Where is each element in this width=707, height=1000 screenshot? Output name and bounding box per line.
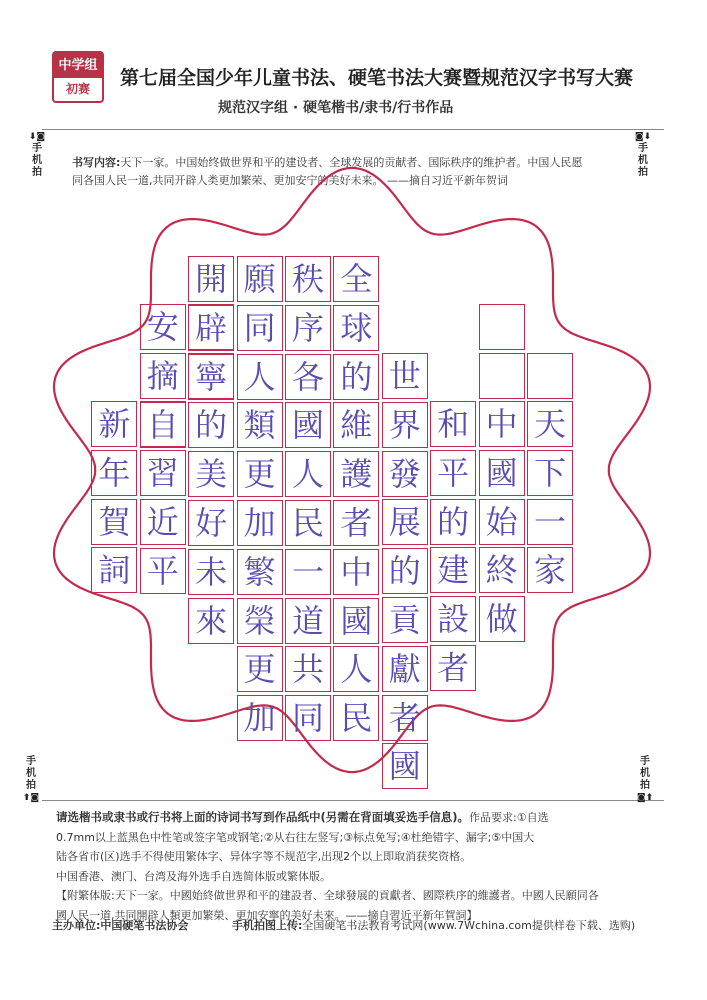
- grid-cell: 獻: [382, 646, 428, 692]
- download-camera-icon: ⬇◙: [28, 132, 46, 142]
- grid-cell: 家: [527, 547, 573, 593]
- grid-cell-empty: [188, 304, 234, 350]
- grid-cell: 的: [382, 548, 428, 594]
- grid-cell: 貢: [382, 597, 428, 643]
- photo-mark-label: 手机拍: [640, 756, 650, 791]
- grid-cell: 近: [140, 499, 186, 545]
- grid-cell: 國: [285, 402, 331, 448]
- grid-cell: 下: [527, 450, 573, 496]
- grid-cell: 和: [430, 401, 476, 447]
- grid-cell: 國: [479, 450, 525, 496]
- grid-cell: 更: [237, 451, 283, 497]
- grid-cell: 建: [430, 547, 476, 593]
- badge-group-label: 中学组: [54, 53, 102, 78]
- grid-cell: 加: [237, 500, 283, 546]
- grid-cell: 一: [527, 499, 573, 545]
- grid-cell: 願: [237, 256, 283, 302]
- upload-label: 手机拍图上传:: [232, 919, 303, 932]
- grid-cell: 繁: [237, 549, 283, 595]
- grid-cell: 人: [333, 646, 379, 692]
- grid-cell-empty: [479, 353, 525, 399]
- requirements-line4: 中国香港、澳门、台湾及海外选手自选简体版或繁体版。: [56, 869, 331, 883]
- grid-cell: 年: [91, 450, 137, 496]
- requirements-line6: 國人民一道,共同開辟人類更加繁榮、更加安寧的美好未來。——摘自習近平新年賀詞】: [56, 908, 478, 922]
- requirements-line5: 【附繁体版:天下一家。中國始終做世界和平的建設者、全球發展的貢獻者、國際秩序的維護者。中國人民願同各: [56, 889, 599, 902]
- grid-cell: 終: [479, 547, 525, 593]
- grid-cell: 做: [479, 596, 525, 642]
- photo-mark-label: 手机拍: [638, 143, 648, 178]
- grid-cell: 安: [140, 304, 186, 350]
- photo-mark-label: 手机拍: [26, 756, 36, 791]
- grid-cell: 好: [188, 500, 234, 546]
- grid-cell: 序: [285, 305, 331, 351]
- grid-cell: 設: [430, 596, 476, 642]
- grid-cell: 者: [430, 645, 476, 691]
- grid-cell: 加: [237, 695, 283, 741]
- content-text-line1: 天下一家。中国始终做世界和平的建设者、全球发展的贡献者、国际秩序的维护者。中国人民愿: [120, 156, 583, 169]
- grid-cell: 寧: [188, 354, 234, 400]
- upload-camera-icon: ⬆◙: [22, 793, 40, 803]
- grid-cell: 共: [285, 646, 331, 692]
- grid-cell: 新: [91, 401, 137, 447]
- requirements-lead: 请选楷书或隶书或行书将上面的诗词书写到作品纸中(另需在背面填妥选手信息)。: [56, 810, 470, 824]
- grid-cell: 人: [237, 354, 283, 400]
- grid-cell: 民: [333, 695, 379, 741]
- photo-mark-label: 手机拍: [32, 143, 42, 178]
- grid-cell: 天: [527, 401, 573, 447]
- badge-round-label: 初赛: [65, 82, 90, 96]
- grid-cell-empty: [188, 353, 234, 399]
- upload-info: [232, 917, 635, 933]
- grid-cell: 未: [188, 549, 234, 595]
- grid-cell: 摘: [140, 353, 186, 399]
- grid-cell: 秩: [285, 256, 331, 302]
- grid-cell: 開: [188, 256, 234, 302]
- requirements-line3: 陆各省市(区)选手不得使用繁体字、异体字等不规范字,出现2个以上即取消获奖资格。: [56, 850, 472, 863]
- grid-cell: 球: [333, 305, 379, 351]
- grid-cell: 國: [382, 743, 428, 789]
- grid-cell: 一: [285, 549, 331, 595]
- grid-cell: 各: [285, 354, 331, 400]
- upload-site-link[interactable]: 全国硬笔书法教育考试网(www.7Wchina.com提供样卷下载、选购): [302, 919, 636, 932]
- grid-cell: 辟: [188, 305, 234, 351]
- grid-cell: 道: [285, 598, 331, 644]
- grid-cell: 維: [333, 402, 379, 448]
- grid-cell: 全: [333, 256, 379, 302]
- camera-download-icon: ◙⬇: [634, 132, 652, 142]
- grid-cell: 同: [285, 695, 331, 741]
- requirements-line1: 作品要求:①自选: [469, 811, 549, 824]
- content-text-line2: 同各国人民一道,共同开辟人类更加繁荣、更加安宁的美好未来。 ——摘自习近平新年贺词: [72, 174, 508, 187]
- grid-cell: 更: [237, 646, 283, 692]
- grid-cell: 榮: [237, 598, 283, 644]
- grid-cell: 者: [333, 500, 379, 546]
- grid-cell: 類: [237, 402, 283, 448]
- requirements-line2: 0.7mm以上蓝黑色中性笔或签字笔或钢笔;②从右往左竖写;③标点免写;④杜绝错字、漏字;⑤中国大: [56, 830, 535, 844]
- grid-cell: 發: [382, 451, 428, 497]
- content-label: 书写内容:: [72, 156, 121, 169]
- grid-cell-empty: [527, 353, 573, 399]
- grid-cell: 詞: [91, 547, 137, 593]
- grid-cell: 平: [140, 548, 186, 594]
- page-title: 第七届全国少年儿童书法、硬笔书法大赛暨规范汉字书写大赛: [120, 67, 634, 89]
- grid-cell: 賀: [91, 499, 137, 545]
- page-subtitle: 规范汉字组 · 硬笔楷书/隶书/行书作品: [218, 100, 454, 116]
- grid-cell: 平: [430, 450, 476, 496]
- grid-cell: 者: [382, 695, 428, 741]
- grid-cell: 展: [382, 499, 428, 545]
- requirements-block: [56, 808, 651, 925]
- grid-cell: 始: [479, 499, 525, 545]
- grid-cell: 的: [188, 402, 234, 448]
- grid-cell: 人: [285, 451, 331, 497]
- grid-cell: 護: [333, 451, 379, 497]
- camera-upload-icon: ◙⬆: [636, 793, 654, 803]
- grid-cell: 界: [382, 402, 428, 448]
- organizer: 主办单位:中国硬笔书法协会: [52, 919, 189, 932]
- grid-cell: 來: [188, 598, 234, 644]
- grid-cell-empty: [140, 401, 186, 447]
- grid-cell-empty: [479, 304, 525, 350]
- grid-cell: 中: [333, 549, 379, 595]
- grid-cell: 自: [140, 402, 186, 448]
- grid-cell: 國: [333, 598, 379, 644]
- grid-cell-empty: [140, 353, 186, 399]
- grid-cell: 美: [188, 451, 234, 497]
- grid-cell: 民: [285, 500, 331, 546]
- grid-cell: 世: [382, 353, 428, 399]
- grid-cell: 習: [140, 450, 186, 496]
- grid-cell: 同: [237, 305, 283, 351]
- grid-cell: 的: [333, 354, 379, 400]
- grid-cell: 的: [430, 499, 476, 545]
- grid-cell: 中: [479, 401, 525, 447]
